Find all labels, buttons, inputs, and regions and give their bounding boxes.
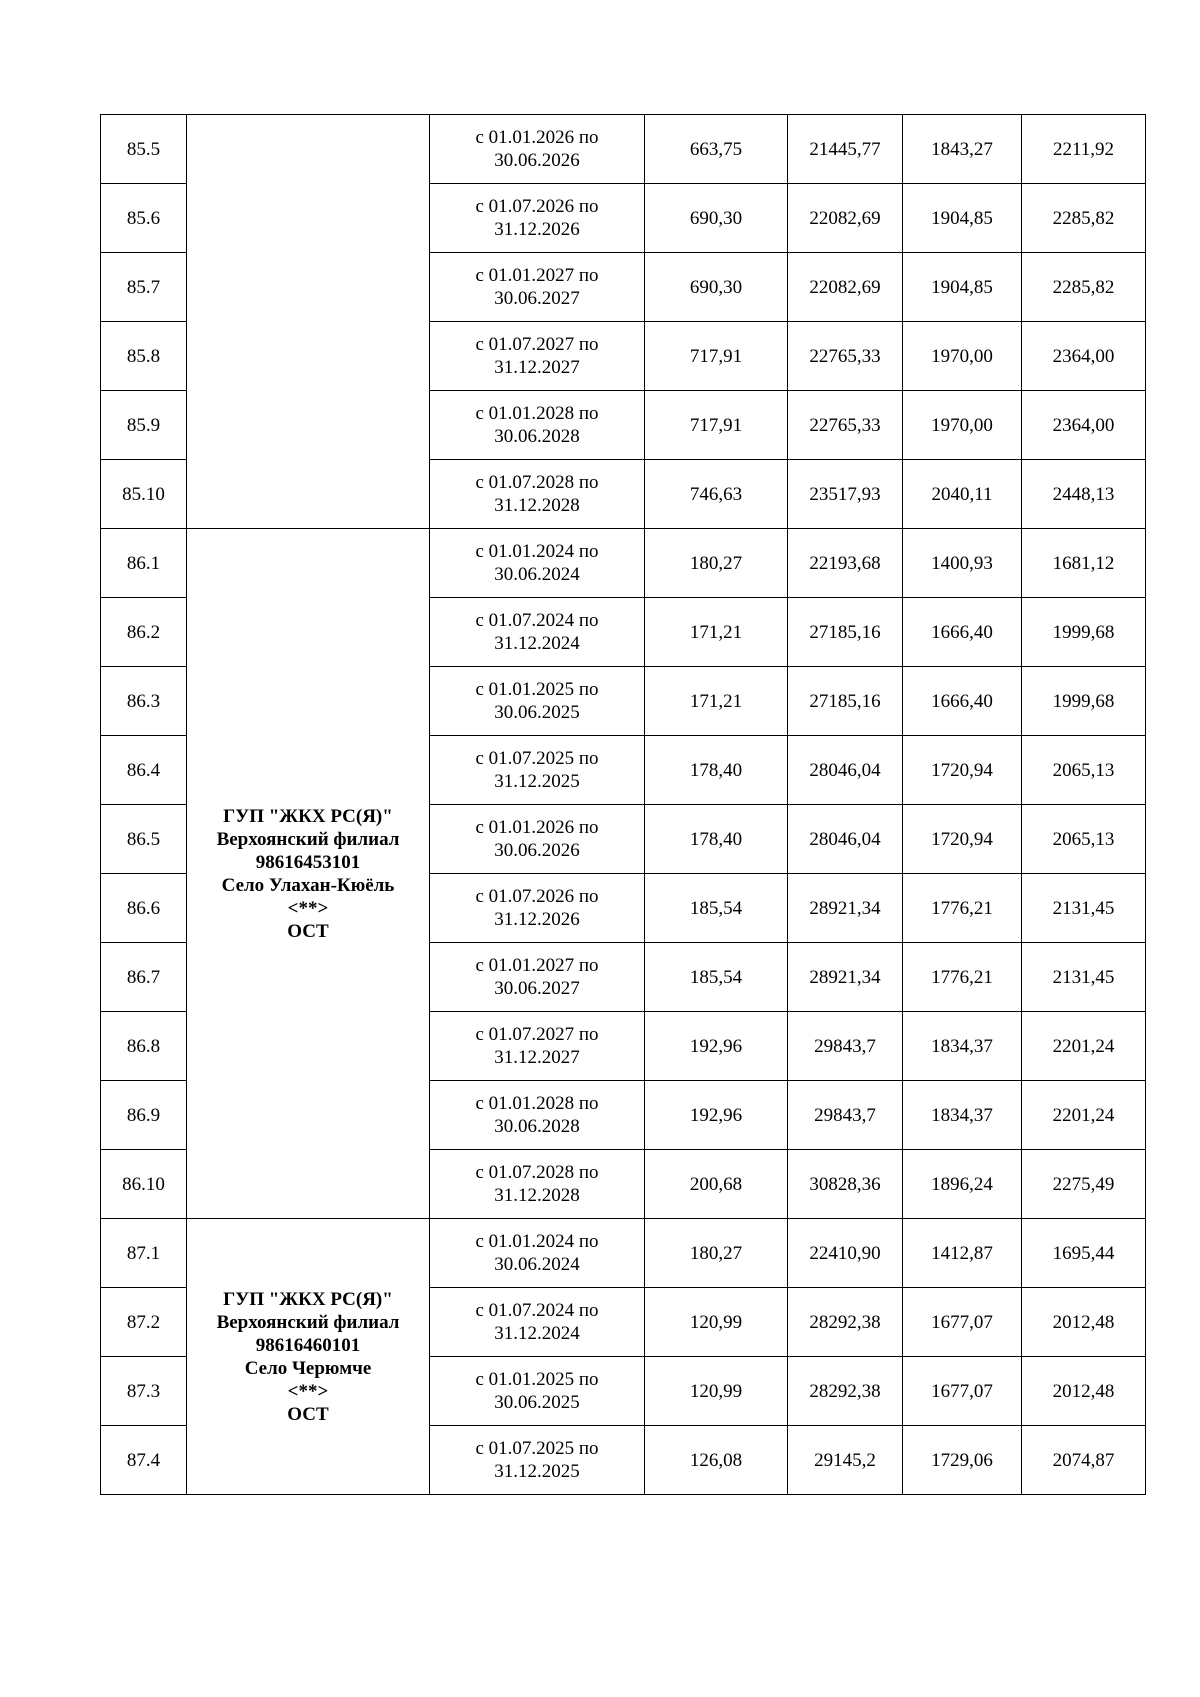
row-number: 85.8	[101, 322, 187, 391]
period-line: с 01.01.2026 по	[475, 817, 599, 838]
value-cell-1: 717,91	[645, 391, 788, 460]
period-cell	[430, 1288, 645, 1357]
value-cell-2: 29843,7	[788, 1081, 903, 1150]
period-line: 30.06.2027	[494, 978, 580, 999]
period-line: с 01.07.2027 по	[475, 334, 599, 355]
period-line: 31.12.2024	[494, 1323, 580, 1344]
period-line: с 01.01.2027 по	[475, 265, 599, 286]
organization-line: ГУП "ЖКХ РС(Я)"	[223, 805, 393, 827]
value-cell-2: 22082,69	[788, 184, 903, 253]
period-line: с 01.07.2024 по	[475, 610, 599, 631]
period-cell	[430, 1012, 645, 1081]
value-cell-1: 192,96	[645, 1081, 788, 1150]
value-cell-4: 1695,44	[1022, 1219, 1146, 1288]
tariff-table-body	[101, 115, 1146, 1495]
period-cell	[430, 391, 645, 460]
value-cell-3: 1412,87	[903, 1219, 1022, 1288]
period-line: с 01.01.2025 по	[475, 679, 599, 700]
value-cell-4: 2364,00	[1022, 322, 1146, 391]
value-cell-2: 30828,36	[788, 1150, 903, 1219]
period-cell	[430, 1081, 645, 1150]
value-cell-4: 2285,82	[1022, 184, 1146, 253]
value-cell-1: 171,21	[645, 667, 788, 736]
value-cell-2: 22082,69	[788, 253, 903, 322]
table-row	[101, 529, 1146, 598]
row-number: 86.8	[101, 1012, 187, 1081]
value-cell-4: 2364,00	[1022, 391, 1146, 460]
value-cell-3: 1776,21	[903, 943, 1022, 1012]
value-cell-4: 2074,87	[1022, 1426, 1146, 1495]
period-line: 30.06.2024	[494, 1254, 580, 1275]
value-cell-3: 1720,94	[903, 736, 1022, 805]
value-cell-4: 2201,24	[1022, 1081, 1146, 1150]
value-cell-2: 28046,04	[788, 736, 903, 805]
value-cell-2: 22410,90	[788, 1219, 903, 1288]
value-cell-1: 126,08	[645, 1426, 788, 1495]
period-line: с 01.01.2026 по	[475, 127, 599, 148]
period-cell	[430, 943, 645, 1012]
period-line: с 01.07.2025 по	[475, 1438, 599, 1459]
value-cell-2: 29145,2	[788, 1426, 903, 1495]
period-cell	[430, 598, 645, 667]
value-cell-2: 28046,04	[788, 805, 903, 874]
period-cell	[430, 1150, 645, 1219]
period-line: 31.12.2028	[494, 1185, 580, 1206]
organization-line: <**>	[287, 897, 329, 919]
value-cell-1: 192,96	[645, 1012, 788, 1081]
row-number: 86.5	[101, 805, 187, 874]
period-line: с 01.07.2024 по	[475, 1300, 599, 1321]
period-line: с 01.01.2024 по	[475, 1231, 599, 1252]
period-cell	[430, 1219, 645, 1288]
organization-line: Село Улахан-Кюёль	[221, 874, 395, 896]
period-line: с 01.01.2027 по	[475, 955, 599, 976]
value-cell-4: 2285,82	[1022, 253, 1146, 322]
period-line: 30.06.2028	[494, 1116, 580, 1137]
row-number: 86.7	[101, 943, 187, 1012]
period-line: 30.06.2027	[494, 288, 580, 309]
value-cell-3: 1400,93	[903, 529, 1022, 598]
row-number: 86.3	[101, 667, 187, 736]
table-row	[101, 115, 1146, 184]
period-line: с 01.01.2028 по	[475, 1093, 599, 1114]
period-cell	[430, 322, 645, 391]
row-number: 86.1	[101, 529, 187, 598]
period-line: с 01.01.2024 по	[475, 541, 599, 562]
organization-cell	[187, 115, 430, 529]
value-cell-1: 690,30	[645, 184, 788, 253]
row-number: 86.10	[101, 1150, 187, 1219]
period-line: с 01.07.2026 по	[475, 196, 599, 217]
value-cell-3: 1904,85	[903, 184, 1022, 253]
value-cell-4: 2012,48	[1022, 1288, 1146, 1357]
period-cell	[430, 805, 645, 874]
value-cell-3: 1677,07	[903, 1288, 1022, 1357]
period-line: с 01.07.2028 по	[475, 1162, 599, 1183]
period-cell	[430, 253, 645, 322]
organization-line: ОСТ	[287, 1403, 329, 1425]
value-cell-3: 1776,21	[903, 874, 1022, 943]
value-cell-2: 27185,16	[788, 598, 903, 667]
value-cell-3: 1666,40	[903, 667, 1022, 736]
value-cell-1: 180,27	[645, 529, 788, 598]
row-number: 86.4	[101, 736, 187, 805]
row-number: 87.1	[101, 1219, 187, 1288]
value-cell-3: 1834,37	[903, 1081, 1022, 1150]
value-cell-2: 23517,93	[788, 460, 903, 529]
organization-line: ОСТ	[287, 920, 329, 942]
value-cell-4: 2448,13	[1022, 460, 1146, 529]
row-number: 87.2	[101, 1288, 187, 1357]
period-line: 31.12.2025	[494, 1461, 580, 1482]
value-cell-1: 185,54	[645, 874, 788, 943]
value-cell-2: 22765,33	[788, 322, 903, 391]
value-cell-1: 120,99	[645, 1288, 788, 1357]
period-cell	[430, 667, 645, 736]
row-number: 87.4	[101, 1426, 187, 1495]
period-line: 30.06.2024	[494, 564, 580, 585]
row-number: 86.6	[101, 874, 187, 943]
period-cell	[430, 115, 645, 184]
value-cell-1: 178,40	[645, 805, 788, 874]
value-cell-4: 2065,13	[1022, 805, 1146, 874]
period-line: 31.12.2026	[494, 909, 580, 930]
period-line: 31.12.2024	[494, 633, 580, 654]
period-line: 30.06.2028	[494, 426, 580, 447]
value-cell-1: 717,91	[645, 322, 788, 391]
row-number: 87.3	[101, 1357, 187, 1426]
period-cell	[430, 529, 645, 598]
value-cell-1: 120,99	[645, 1357, 788, 1426]
period-cell	[430, 1426, 645, 1495]
period-line: 30.06.2026	[494, 840, 580, 861]
organization-cell	[187, 529, 430, 1219]
value-cell-3: 1720,94	[903, 805, 1022, 874]
value-cell-2: 21445,77	[788, 115, 903, 184]
period-line: с 01.07.2026 по	[475, 886, 599, 907]
value-cell-2: 28292,38	[788, 1357, 903, 1426]
value-cell-3: 1834,37	[903, 1012, 1022, 1081]
value-cell-2: 22193,68	[788, 529, 903, 598]
value-cell-4: 1999,68	[1022, 598, 1146, 667]
value-cell-1: 171,21	[645, 598, 788, 667]
period-cell	[430, 460, 645, 529]
value-cell-1: 180,27	[645, 1219, 788, 1288]
row-number: 86.2	[101, 598, 187, 667]
period-line: 30.06.2025	[494, 1392, 580, 1413]
value-cell-3: 2040,11	[903, 460, 1022, 529]
value-cell-3: 1896,24	[903, 1150, 1022, 1219]
period-line: с 01.07.2027 по	[475, 1024, 599, 1045]
value-cell-2: 29843,7	[788, 1012, 903, 1081]
organization-line: <**>	[287, 1380, 329, 1402]
period-cell	[430, 1357, 645, 1426]
value-cell-1: 178,40	[645, 736, 788, 805]
value-cell-4: 2131,45	[1022, 874, 1146, 943]
period-line: с 01.01.2028 по	[475, 403, 599, 424]
period-line: 31.12.2026	[494, 219, 580, 240]
value-cell-1: 690,30	[645, 253, 788, 322]
value-cell-4: 1681,12	[1022, 529, 1146, 598]
value-cell-4: 2275,49	[1022, 1150, 1146, 1219]
value-cell-3: 1666,40	[903, 598, 1022, 667]
value-cell-2: 28921,34	[788, 943, 903, 1012]
value-cell-4: 2012,48	[1022, 1357, 1146, 1426]
tariff-table	[100, 114, 1146, 1495]
organization-line: Село Черюмче	[244, 1357, 372, 1379]
value-cell-4: 2065,13	[1022, 736, 1146, 805]
period-line: 31.12.2028	[494, 495, 580, 516]
value-cell-2: 27185,16	[788, 667, 903, 736]
period-cell	[430, 736, 645, 805]
value-cell-1: 663,75	[645, 115, 788, 184]
period-cell	[430, 874, 645, 943]
period-line: с 01.07.2025 по	[475, 748, 599, 769]
value-cell-4: 2201,24	[1022, 1012, 1146, 1081]
value-cell-3: 1843,27	[903, 115, 1022, 184]
row-number: 85.9	[101, 391, 187, 460]
period-cell	[430, 184, 645, 253]
value-cell-1: 746,63	[645, 460, 788, 529]
value-cell-4: 1999,68	[1022, 667, 1146, 736]
row-number: 85.7	[101, 253, 187, 322]
period-line: с 01.07.2028 по	[475, 472, 599, 493]
value-cell-3: 1677,07	[903, 1357, 1022, 1426]
value-cell-3: 1904,85	[903, 253, 1022, 322]
row-number: 85.5	[101, 115, 187, 184]
value-cell-4: 2131,45	[1022, 943, 1146, 1012]
period-line: 31.12.2027	[494, 1047, 580, 1068]
value-cell-2: 22765,33	[788, 391, 903, 460]
period-line: 31.12.2027	[494, 357, 580, 378]
period-line: 31.12.2025	[494, 771, 580, 792]
organization-line: 98616460101	[255, 1334, 361, 1356]
value-cell-3: 1970,00	[903, 391, 1022, 460]
value-cell-2: 28292,38	[788, 1288, 903, 1357]
organization-line: 98616453101	[255, 851, 361, 873]
value-cell-1: 185,54	[645, 943, 788, 1012]
value-cell-4: 2211,92	[1022, 115, 1146, 184]
organization-line: Верхоянский филиал	[216, 1311, 400, 1333]
row-number: 85.6	[101, 184, 187, 253]
organization-line: ГУП "ЖКХ РС(Я)"	[223, 1288, 393, 1310]
table-row	[101, 1219, 1146, 1288]
organization-line: Верхоянский филиал	[216, 828, 400, 850]
organization-cell	[187, 1219, 430, 1495]
period-line: 30.06.2025	[494, 702, 580, 723]
period-line: 30.06.2026	[494, 150, 580, 171]
row-number: 85.10	[101, 460, 187, 529]
value-cell-1: 200,68	[645, 1150, 788, 1219]
period-line: с 01.01.2025 по	[475, 1369, 599, 1390]
value-cell-2: 28921,34	[788, 874, 903, 943]
row-number: 86.9	[101, 1081, 187, 1150]
value-cell-3: 1970,00	[903, 322, 1022, 391]
value-cell-3: 1729,06	[903, 1426, 1022, 1495]
